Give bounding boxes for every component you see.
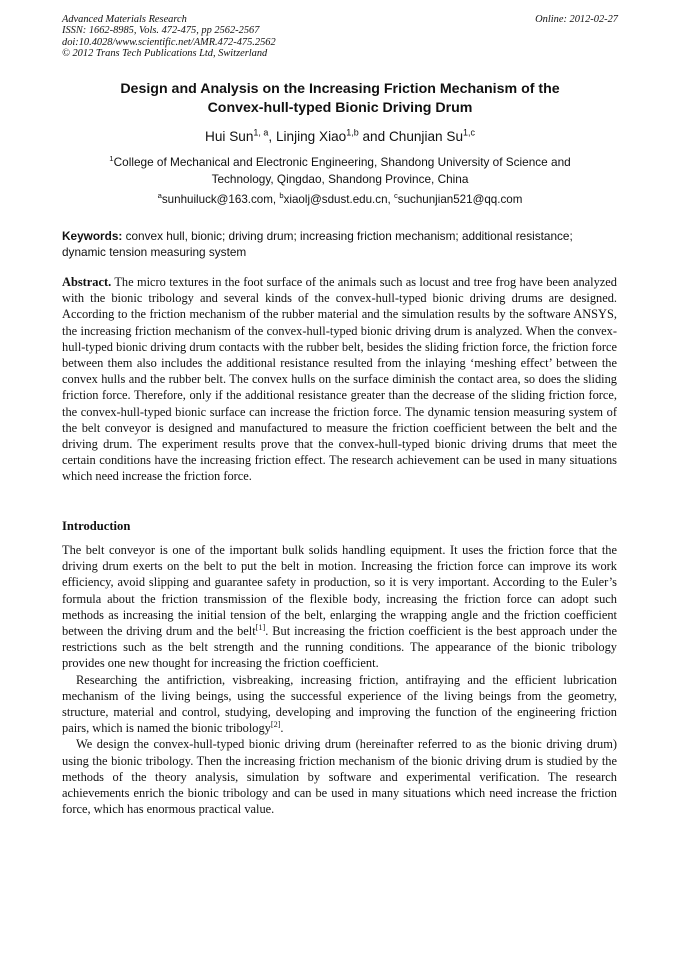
author-affil-sup: 1, a — [253, 127, 269, 138]
intro-p1-text-a: The belt conveyor is one of the important bulk solids handling equipment. It uses the friction force that the driving drum exerts on the belt to put the belt in motion. Increasing the friction force can improve its work efficiency, avoid slipping and guarantee safety in production, so it is very important. According to the Euler’s formula about the friction transmission of the flexible body, increasing the friction force can adopt such methods as increasing the initial tension of the belt, enlarging the wrapping angle and the friction coefficient between the driving drum and the belt — [62, 543, 617, 639]
affiliation-sup: 1 — [109, 154, 114, 164]
author-separator: and — [358, 129, 389, 144]
affiliation — [62, 154, 618, 187]
keywords-label: Keywords: — [62, 229, 123, 243]
email-sup: c — [393, 191, 398, 201]
intro-p2-text-b: . — [280, 721, 284, 736]
journal-header — [62, 14, 618, 60]
paper-title — [62, 80, 618, 118]
issn-line: ISSN: 1662-8985, Vols. 472-475, pp 2562-2567 — [62, 25, 260, 37]
affiliation-line-2: Technology, Qingdao, Shandong Province, China — [211, 171, 469, 186]
abstract-text: The micro textures in the foot surface of the animals such as locust and tree frog have been analyzed with the bionic tribology and several kinds of the convex-hull-typed bionic driving drums are designed. According to the friction mechanism of the rubber material and the simulation results by the software ANSYS, the increasing friction mechanism of the convex-hull-typed bionic driving drum is analyzed. When the convex-hull-typed bionic driving drum contacts with the rubber belt, besides the sliding friction force, the friction force between them also includes the additional resistance resulted from the inlaying ‘meshing effect’ between the convex hulls and the rubber belt. The convex hulls on the surface diminish the contact area, so does the sliding friction force. Therefore, only if the additional resistance greater than the decrease of the sliding friction force, the convex-hull-typed bionic surface can increase the friction force. The dynamic tension measuring system of the belt conveyor is designed and manufactured to measure the friction coefficient between the belt and the driving drum. The experiment results prove that the convex-hull-typed bionic driving drums that meet the certain conditions have the increasing friction effect. The research achievement can be used in many situations which need increase the friction force. — [62, 275, 617, 484]
email-sup: b — [279, 191, 284, 201]
copyright-line: © 2012 Trans Tech Publications Ltd, Switzerland — [62, 48, 268, 60]
email-sup: a — [157, 191, 162, 201]
email-address[interactable]: suchunjian521@qq.com — [397, 193, 523, 206]
title-line-2: Convex-hull-typed Bionic Driving Drum — [207, 100, 473, 116]
intro-p1-text-b: . But increasing the friction coefficient is the best approach under the restrictions such as the belt strength and the running conditions. The appearance of the bionic tribology provides one new thought for increasing the friction coefficient. — [62, 624, 617, 671]
doi-line: doi:10.4028/www.scientific.net/AMR.472-475.2562 — [62, 36, 276, 48]
email-list — [62, 192, 618, 208]
keywords-text: convex hull, bionic; driving drum; increasing friction mechanism; additional resistance; dynamic tension measuring system — [62, 229, 573, 260]
intro-paragraph-2 — [62, 672, 617, 737]
author-name: Chunjian Su — [388, 129, 463, 144]
author-name: Linjing Xiao — [275, 129, 347, 144]
introduction-body — [62, 542, 617, 817]
author-list — [62, 128, 618, 146]
intro-paragraph-3: We design the convex-hull-typed bionic driving drum (hereinafter referred to as the bionic driving drum) using the bionic tribology. Then the increasing friction mechanism of the bionic driving drum is studied by the methods of the theory analysis, simulation by software and experimental verification. The research achievements enrich the bionic tribology and can be used in many situations which need increase the friction force, which has enormous practical value. — [62, 737, 617, 817]
citation-ref[interactable]: [1] — [255, 622, 266, 632]
online-date: Online: 2012-02-27 — [535, 14, 618, 25]
email-address[interactable]: xiaolj@sdust.edu.cn, — [283, 193, 394, 206]
keywords-block — [62, 228, 617, 260]
intro-paragraph-1 — [62, 542, 617, 672]
section-heading-introduction: Introduction — [62, 519, 131, 533]
author-separator: , — [268, 129, 276, 144]
email-address[interactable]: sunhuiluck@163.com, — [161, 193, 280, 206]
citation-ref[interactable]: [2] — [270, 720, 281, 730]
title-line-1: Design and Analysis on the Increasing Friction Mechanism of the — [120, 81, 560, 97]
intro-p2-text-a: Researching the antifriction, visbreaking, increasing friction, antifraying and the efficient lubrication mechanism of the living beings, using the successful experience of the living beings from the geometry, structure, material and control, studying, developing and improving the function of the engineering friction pairs, which is named the bionic tribology — [62, 672, 617, 736]
author-name: Hui Sun — [205, 129, 254, 144]
affiliation-line-1: College of Mechanical and Electronic Engineering, Shandong University of Science and — [113, 155, 571, 169]
author-affil-sup: 1,b — [346, 127, 359, 138]
abstract-label: Abstract. — [62, 275, 112, 289]
author-affil-sup: 1,c — [463, 127, 475, 138]
journal-name: Advanced Materials Research — [62, 14, 187, 25]
abstract-block — [62, 274, 617, 485]
